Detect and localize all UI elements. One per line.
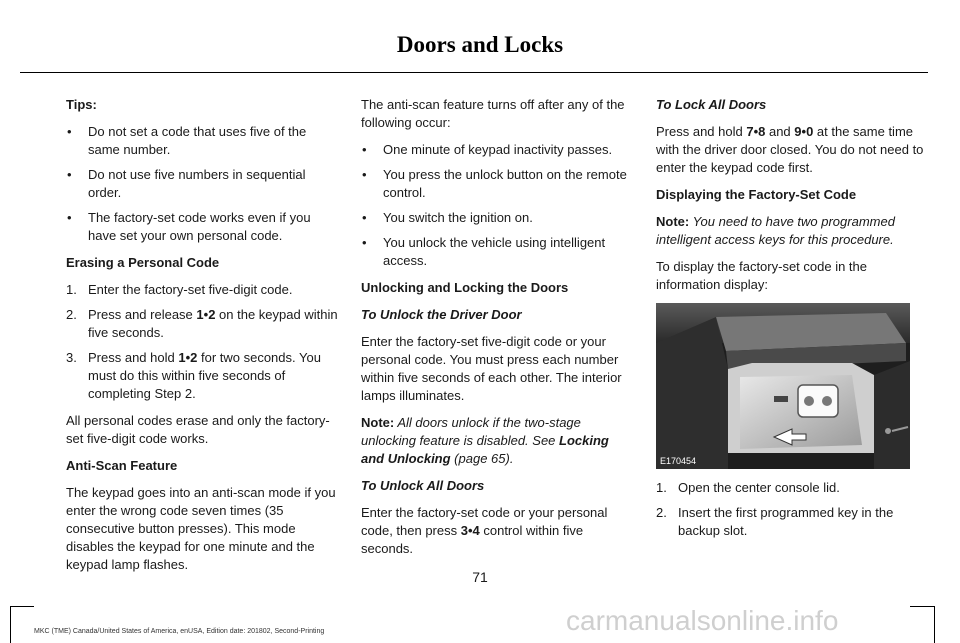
crop-mark [910, 606, 934, 607]
paragraph-text: Press and hold [656, 124, 747, 139]
step-text: Open the center console lid. [678, 480, 840, 495]
crop-mark [10, 606, 11, 643]
cross-reference-link[interactable]: Locking and Unlocking [361, 433, 609, 466]
keypad-key: 3•4 [460, 523, 480, 538]
page-number: 71 [472, 569, 488, 585]
antiscan-intro: The anti-scan feature turns off after any of the following occur: [361, 97, 625, 130]
step-text: Press and release [88, 307, 197, 322]
step-text: Press and hold [88, 350, 179, 365]
step-number: 2. [656, 505, 667, 520]
list-item: • You unlock the vehicle using intelligent access. [361, 234, 633, 270]
note [656, 213, 928, 249]
keypad-key: 1•2 [178, 350, 198, 365]
step-number: 1. [66, 282, 77, 297]
antiscan-conditions-list [361, 141, 633, 270]
edition-footer: MKC (TME) Canada/United States of America, enUSA, Edition date: 201802, Second-Printing [34, 628, 325, 635]
step-number: 3. [66, 350, 77, 365]
list-item [66, 306, 338, 342]
unlock-heading: Unlocking and Locking the Doors [361, 280, 569, 295]
tips-list [66, 123, 338, 245]
list-item: • The factory-set code works even if you have set your own personal code. [66, 209, 338, 245]
paragraph-text: at the same time with the driver door closed. You do not need to enter the keypad code first. [656, 124, 924, 175]
paragraph-text: Enter the factory-set code or your personal code, then press [361, 505, 608, 538]
column-left [66, 96, 338, 583]
all-doors-paragraph [361, 504, 633, 558]
list-item: • Do not use five numbers in sequential order. [66, 166, 338, 202]
paragraph-text: and [765, 124, 795, 139]
figure-code: E170454 [660, 456, 697, 466]
display-code-paragraph: To display the factory-set code in the information display: [656, 259, 868, 292]
list-item: • One minute of keypad inactivity passes. [361, 141, 633, 159]
step-number: 1. [656, 480, 667, 495]
step-text: for two seconds. You must do this within five seconds of completing Step 2. [88, 350, 321, 401]
page-reference: (page 65). [450, 451, 514, 466]
lock-heading: To Lock All Doors [656, 97, 767, 112]
step-text: Insert the first programmed key in the backup slot. [678, 505, 894, 538]
header-rule [20, 72, 928, 73]
driver-door-heading: To Unlock the Driver Door [361, 307, 522, 322]
list-item [66, 349, 338, 403]
lock-paragraph [656, 123, 928, 177]
step-text: on the keypad within five seconds. [88, 307, 338, 340]
note [361, 414, 633, 468]
list-item [66, 281, 338, 299]
column-right [656, 96, 928, 549]
watermark: carmanualsonline.info [566, 605, 839, 636]
console-backup-slot-illustration [656, 303, 910, 469]
antiscan-paragraph: The keypad goes into an anti-scan mode if you enter the wrong code seven times (35 consecutive button presses). This mode disables the keypad for one minute and the keypad lamp flashes. [66, 485, 336, 572]
page-title: Doors and Locks [396, 32, 564, 57]
console-illustration-svg [656, 303, 910, 469]
paragraph-text: control within five seconds. [361, 523, 584, 556]
crop-mark [934, 606, 935, 643]
note-text: You need to have two programmed intelligent access keys for this procedure. [656, 214, 895, 247]
all-doors-heading: To Unlock All Doors [361, 478, 485, 493]
keypad-key: 1•2 [196, 307, 216, 322]
step-number: 2. [66, 307, 77, 322]
step-text: Enter the factory-set five-digit code. [88, 282, 293, 297]
note-label: Note: [361, 415, 395, 430]
display-code-steps [656, 479, 928, 540]
note-label: Note: [656, 214, 690, 229]
tips-heading: Tips: [66, 97, 97, 112]
list-item [656, 479, 928, 497]
erase-heading: Erasing a Personal Code [66, 255, 220, 270]
erase-steps [66, 281, 338, 403]
list-item: • Do not set a code that uses five of the same number. [66, 123, 338, 159]
display-code-heading: Displaying the Factory-Set Code [656, 187, 857, 202]
driver-door-paragraph: Enter the factory-set five-digit code or your personal code. You must press each number within five seconds of each other. The interior lamps illuminates. [361, 334, 622, 403]
crop-mark [10, 606, 34, 607]
keypad-key: 7•8 [746, 124, 766, 139]
antiscan-heading: Anti-Scan Feature [66, 458, 178, 473]
list-item: • You press the unlock button on the remote control. [361, 166, 633, 202]
list-item: • You switch the ignition on. [361, 209, 633, 227]
keypad-key: 9•0 [794, 124, 814, 139]
column-middle [361, 96, 633, 567]
list-item [656, 504, 928, 540]
note-text: All doors unlock if the two-stage unlocking feature is disabled. See [361, 415, 581, 448]
erase-paragraph: All personal codes erase and only the factory-set five-digit code works. [66, 413, 330, 446]
